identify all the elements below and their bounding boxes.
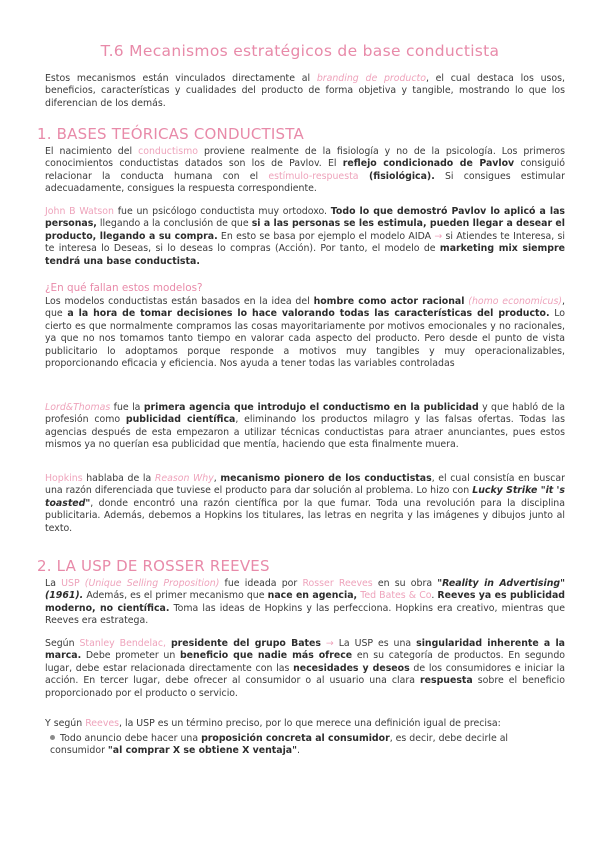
bullet-icon (50, 735, 55, 740)
bold-italic-term: Lucky Strike "it 's toasted" (45, 485, 566, 509)
text: sobre el beneficio proporcionado por el producto o servicio. (45, 675, 565, 699)
bold-term: necesidades y deseos (293, 662, 410, 674)
highlight-term: Rosser Reeves (302, 578, 373, 589)
highlight-term: Reeves (85, 718, 120, 729)
intro-paragraph (45, 73, 565, 110)
bold-term: nace en agencia, (267, 590, 358, 602)
bold-italic-term: "Reality in Advertising" (1961). (45, 578, 565, 602)
highlight-term: Hopkins (45, 473, 83, 484)
text: fue ideada por (219, 578, 303, 589)
highlight-term: branding de producto (316, 73, 426, 84)
text: , el cual consistía en buscar una razón diferenciada que tuviese el producto para dar solución al problema. Lo hizo con (45, 473, 566, 497)
bold-term: beneficio que nadie más ofrece (179, 650, 353, 662)
text: si Atiendes te Interesa, si te interesa lo Deseas, si lo deseas lo compras (Acción). Por tanto, el modelo de (45, 230, 566, 255)
section-heading-1: 1. BASES TEÓRICAS CONDUCTISTA (37, 125, 304, 143)
text: , la USP es un término preciso, por lo que merece una definición igual de precisa: (119, 718, 501, 729)
text: . (297, 745, 300, 757)
s1-paragraph-3 (45, 296, 565, 370)
text: En esto se basa por ejemplo el modelo AIDA (217, 230, 435, 242)
bold-term: proposición concreta al consumidor (201, 733, 390, 744)
bold-term: mecanismo pionero de los conductistas (220, 473, 432, 484)
subheading-fallos: ¿En qué fallan estos modelos? (45, 282, 203, 294)
highlight-term: (Unique Selling Proposition) (79, 578, 220, 589)
text: La (45, 578, 62, 589)
text: hablaba de la (82, 473, 155, 484)
text: llegando a la conclusión de que (96, 218, 252, 230)
text: , que (45, 296, 566, 320)
text: , donde encontró una razón científica por la que fumar. Toda una revolución para la disciplina publicitaria. Además, debemos a Hopkins los titulares, las letras en negrita y las imágenes y dibujos junto al texto. (45, 497, 565, 534)
bold-term: primera agencia que introdujo el conductismo en la publicidad (143, 402, 479, 413)
highlight-term: Reason Why (154, 473, 214, 484)
text: y que habló de la profesión como (45, 402, 565, 426)
text: Según (45, 638, 80, 649)
text: , eliminando los productos milagro y las falsas ofertas. Todas las agencias después de esta empezaron a utilizar técnicas conductistas para atraer anunciantes, pues estos mismos ya no querían esa publicidad que mentía, haciendo que esta finalmente muera. (45, 414, 565, 451)
highlight-term: (homo economicus) (464, 296, 563, 307)
page-title: T.6 Mecanismos estratégicos de base conductista (100, 42, 500, 60)
text: El nacimiento del (45, 146, 139, 157)
text: Toma las ideas de Hopkins y las perfecciona. Hopkins era creativo, mientras que Reeves era estratega. (45, 602, 565, 627)
text: consiguió relacionar la conducta humana con el (45, 158, 565, 182)
bold-term: (fisiológica). (358, 170, 435, 182)
highlight-term: Stanley Bendelac, (79, 638, 166, 649)
bold-term: presidente del grupo Bates (170, 638, 321, 649)
bold-term: singularidad inherente a la marca. (45, 638, 565, 662)
highlight-term: USP (61, 578, 80, 589)
text: Lo cierto es que normalmente compramos las cosas mayoritariamente por motivos emocionales y no racionales, ya que no nos tomamos tanto tiempo en valorar cada aspecto del producto. Pero desde el punto de vista publicitario lo adoptamos porque responde a motivos muy tangibles y muy operacionalizables, proporcionando eficacia y eficiencia. Nos ayuda a tener todas las variables controladas (45, 308, 566, 370)
text: Si consigues estimular adecuadamente, consigues la respuesta correspondiente. (45, 170, 566, 195)
bold-term: "al comprar X se obtiene X ventaja" (107, 745, 297, 757)
highlight-term: conductismo (138, 146, 198, 157)
section-heading-2: 2. LA USP DE ROSSER REEVES (37, 557, 270, 575)
text: Los modelos conductistas están basados en la idea del (45, 296, 314, 307)
text: fue la (110, 402, 144, 413)
text: , (213, 473, 221, 484)
s1-paragraph-2 (45, 206, 565, 268)
s2-paragraph-1 (45, 578, 565, 628)
text: Y según (45, 718, 86, 729)
highlight-term: Lord&Thomas (45, 402, 111, 413)
bold-term: marketing mix siempre tendrá una base conductista. (45, 243, 565, 267)
s1-paragraph-4 (45, 402, 565, 452)
s2-paragraph-3 (45, 718, 565, 730)
highlight-term: estímulo-respuesta (268, 170, 359, 182)
bold-term: Reeves ya es publicidad moderno, no científica. (45, 590, 565, 614)
s1-paragraph-1 (45, 146, 565, 196)
text: en su categoría de productos. En segundo lugar, debe estar relacionada directamente con las (45, 650, 566, 674)
text: . (431, 590, 438, 602)
s2-paragraph-2 (45, 638, 565, 700)
text: en su obra (372, 578, 438, 589)
text: Además, es el primer mecanismo que (83, 590, 268, 602)
text: Estos mecanismos están vinculados directamente al (45, 73, 317, 84)
bold-term: Todo lo que demostró Pavlov lo aplicó a las personas, (45, 206, 565, 230)
text: Debe prometer un (81, 650, 180, 662)
bold-term: respuesta (420, 675, 473, 687)
bold-term: a la hora de tomar decisiones lo hace valorando todas las características del producto. (67, 308, 550, 320)
text: fue un psicólogo conductista muy ortodoxo. (113, 206, 331, 217)
text: Todo anuncio debe hacer una (60, 733, 202, 744)
highlight-term: Ted Bates & Co (360, 590, 432, 602)
arrow-icon: → (325, 638, 334, 649)
text: La USP es una (333, 638, 417, 649)
bold-term: hombre como actor racional (313, 296, 465, 307)
s1-paragraph-5 (45, 473, 565, 535)
bold-term: si a las personas se les estimula, pueden llegar a desear el producto, llegando a su compra. (45, 218, 565, 242)
bold-term: publicidad científica (125, 414, 236, 426)
arrow-icon: → (434, 230, 443, 242)
highlight-term: John B Watson (45, 206, 114, 217)
list-item (50, 733, 565, 758)
text: de los consumidores e iniciar la acción. En tercer lugar, debe ofrecer al consumidor o al usuario una clara (45, 662, 565, 687)
text: , el cual destaca los usos, beneficios, características y cualidades del producto de forma objetiva y tangible, mostrando lo que los diferencian de los demás. (45, 73, 565, 109)
text: , es decir, debe decirle al consumidor (50, 733, 509, 757)
bold-term: reflejo condicionado de Pavlov (342, 158, 515, 170)
text: proviene realmente de la fisiología y no de la psicología. Los primeros conocimientos conductistas datados son los de Pavlov. El (45, 146, 565, 170)
